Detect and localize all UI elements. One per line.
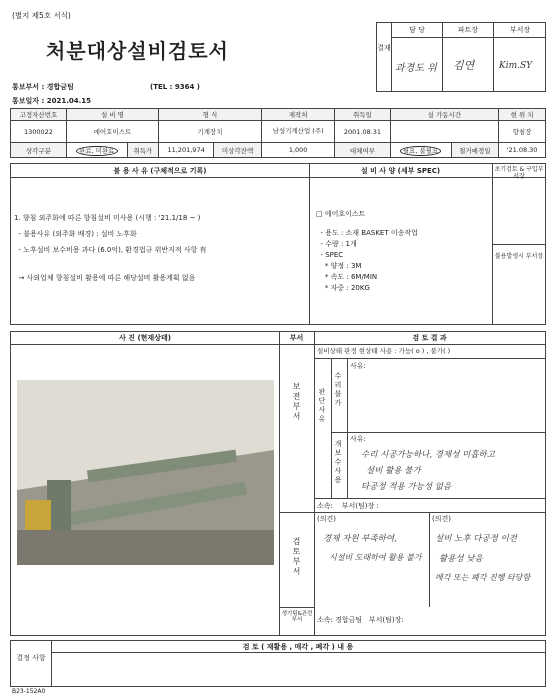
notify-dept: 통보부서 : 경합금팀: [12, 83, 74, 91]
document-title: 처분대상설비검토서: [46, 39, 229, 63]
asset-cell: 기계장치: [158, 121, 261, 143]
opinion-right-label: (의견): [432, 515, 451, 523]
spec-header: 설 비 사 양 (세부 SPEC): [360, 167, 441, 175]
repair-reason-label: 사유:: [350, 435, 366, 443]
opinion-right-text: 매각 또는 폐각 진행 타당함: [435, 573, 531, 582]
approval-side-label: 결재: [377, 23, 392, 91]
replacement-value: 필요, 불필요: [400, 146, 442, 156]
status-line: 설비상태 판정 현상태 사용 : 가능( o ) , 불가( ): [317, 347, 451, 355]
tel: (TEL : 9364 ): [150, 83, 201, 91]
judge-label: 판단사유: [318, 388, 326, 424]
reason-header: 불 용 사 유 (구체적으로 기록): [113, 167, 207, 175]
maintenance-dept-label: 보전부서: [292, 382, 301, 422]
approval-header-dept: 부서장: [509, 26, 531, 34]
asset-header: 실 가동시간: [390, 109, 499, 121]
asset-cell: 철거예정일: [451, 143, 499, 158]
asset-cell: 향침장: [499, 121, 546, 143]
asset-cell: 11,201,974: [158, 143, 213, 158]
dept-header: 부서: [289, 334, 304, 342]
photo-header: 사 진 (현재상태): [119, 334, 171, 342]
asset-cell: 취득가: [127, 143, 158, 158]
bottom-sign-line: 소속: 경합금팀 부서(팀)장:: [317, 616, 404, 624]
spec-line: □ 에어호이스트: [316, 210, 366, 218]
asset-header: 현 위 치: [499, 109, 546, 121]
reason-line: - 불용사유 (외주화 배경) : 설비 노후화: [14, 230, 137, 238]
equipment-photo: [17, 380, 274, 565]
spec-line: - 수량 : 1개: [316, 240, 357, 248]
approval-box: [376, 22, 546, 92]
repair-text: 수리 시공가능하나, 경제성 미흡하고: [361, 450, 495, 460]
approval-header-part: 파트장: [457, 26, 479, 34]
spec-line: - 용도 : 소재 BASKET 이송작업: [316, 229, 418, 237]
review-section: [10, 331, 546, 636]
opinion-right-text: 활용성 낮음: [439, 554, 483, 564]
spec-line: * 양정 : 3M: [316, 262, 362, 270]
asset-cell: 에어호이스트: [66, 121, 158, 143]
repair-label: 개보수사용: [334, 440, 342, 485]
asset-header: 형 식: [158, 109, 261, 121]
spec-line: * 속도 : 6M/MIN: [316, 273, 378, 281]
decision-header: 검 토 ( 재활용 , 매각 , 폐각 ) 내 용: [242, 643, 354, 651]
asset-cell: '21.08.30: [499, 143, 546, 158]
repair-text: 타공정 적용 가능성 없음: [361, 482, 452, 492]
form-number: (별지 제5호 서식): [12, 11, 71, 20]
review-dept-label: 검토부서: [292, 537, 301, 577]
asset-header: 취득일: [335, 109, 390, 121]
spec-line: - SPEC: [316, 251, 344, 259]
reason-line: - 노후설비 보수비용 과다 (6.0억), 환경법규 위반지적 사항 有: [14, 246, 207, 254]
opinion-left-text: 경제 자원 부족하여,: [323, 534, 397, 544]
asset-cell: [390, 143, 451, 158]
approval-header-staff: 담 당: [409, 26, 425, 34]
signature-dept: Kim.SY: [499, 61, 533, 71]
maintenance-sign-line: 소속: 부서(팀)장 :: [317, 502, 379, 510]
asset-header: 고정자산번호: [11, 109, 67, 121]
depreciation-value: 완료, 미완료: [76, 146, 118, 156]
asset-cell: 1,000: [261, 143, 334, 158]
asset-header: 제작처: [261, 109, 334, 121]
footer-code: B23-152A0: [12, 688, 46, 695]
signature-part: 김연: [453, 59, 475, 72]
asset-cell: 상각구분: [11, 143, 67, 158]
notify-date: 통보일자 : 2021.04.15: [12, 97, 92, 105]
decision-section: [10, 640, 546, 687]
signature-staff: 과경도 위: [395, 63, 437, 74]
decision-side-label: 결정 사항: [16, 654, 46, 662]
initial-review-header: 초기검토 & 구입부서장: [494, 166, 544, 180]
hoist-illustration: [17, 380, 274, 565]
occurrence-header: 불용발생시 부서장: [494, 253, 544, 260]
unusable-label: 수리불가: [334, 372, 342, 408]
asset-cell: [390, 121, 499, 143]
asset-cell: 미상각잔액: [214, 143, 262, 158]
asset-cell: [66, 143, 127, 158]
asset-cell: 대체여부: [335, 143, 390, 158]
asset-table: [10, 108, 546, 158]
asset-cell: 남성기계산업 (주): [261, 121, 334, 143]
reason-section: [10, 163, 546, 325]
repair-text: 설비 활용 불가: [366, 466, 421, 476]
opinion-left-text: 시설비 도래하여 활용 불가: [329, 553, 422, 562]
opinion-left-label: (의견): [317, 515, 336, 523]
asset-cell: 2001.08.31: [335, 121, 390, 143]
asset-header: 설 비 명: [66, 109, 158, 121]
reason-line: 1. 향침 외주화에 따른 향침설비 미사용 (시행 : '21.1/18 ~ ): [14, 214, 201, 222]
reason-line: → 사외업체 향침설비 활용에 따른 해당설비 활용계획 없음: [14, 274, 196, 282]
asset-cell: 1300022: [11, 121, 67, 143]
related-dept-label: 생기팀&관련부서: [281, 611, 313, 624]
opinion-right-text: 설비 노후 다공정 이전: [435, 534, 518, 544]
unusable-reason-label: 사유:: [350, 362, 366, 370]
spec-line: * 자중 : 20KG: [316, 284, 370, 292]
review-header: 검 토 결 과: [412, 334, 447, 342]
